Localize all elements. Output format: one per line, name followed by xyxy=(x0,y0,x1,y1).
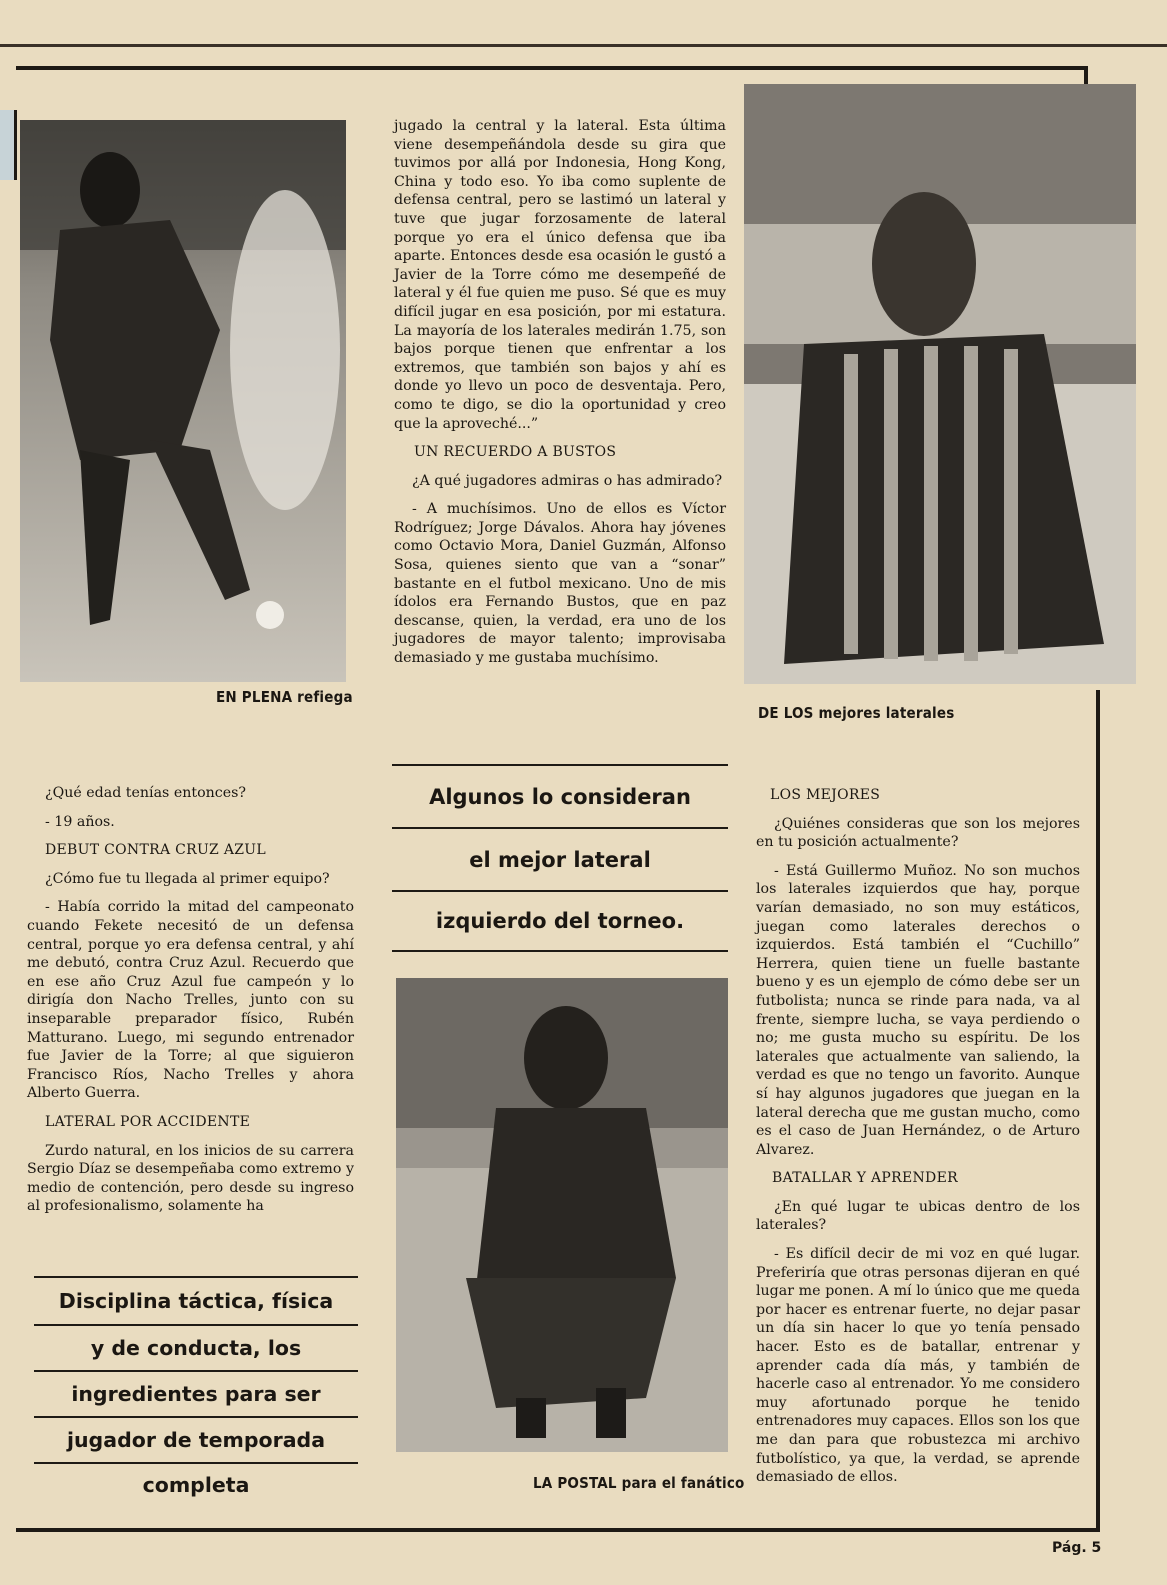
article-column-left xyxy=(27,784,354,1226)
pull-quote-left xyxy=(34,1276,358,1506)
photo-player-crouching xyxy=(396,978,728,1452)
article-column-right xyxy=(756,780,1080,1497)
page-number: Pág. 5 xyxy=(1052,1540,1102,1556)
answer: - Había corrido la mitad del campeonato cuando Fekete necesitó de un defensa central, porque yo era defensa central, y ahí me debutó, contra Cruz Azul. Recuerdo que en ese año Cruz Azul fue campeón y lo dirigía don Nacho Trelles, junto con su inseparable preparador físico, Rubén Matturano. Luego, mi segundo entrenador fue Javier de la Torre; al que siguieron Francisco Ríos, Nacho Trelles y ahora Alberto Guerra. xyxy=(27,899,354,1102)
question: ¿Qué edad tenías entonces? xyxy=(45,785,246,801)
section-heading: DEBUT CONTRA CRUZ AZUL xyxy=(45,842,266,859)
answer: - 19 años. xyxy=(45,813,115,830)
pull-quote-line: y de conducta, los xyxy=(34,1326,358,1372)
question: ¿En qué lugar te ubicas dentro de los laterales? xyxy=(756,1198,1080,1234)
pull-quote-line: completa xyxy=(142,1473,250,1497)
caption-right-photo: DE LOS mejores laterales xyxy=(758,704,955,722)
pull-quote-center xyxy=(392,764,728,952)
section-heading: LATERAL POR ACCIDENTE xyxy=(45,1113,251,1130)
pull-quote-line: izquierdo del torneo. xyxy=(392,892,728,952)
frame-right-rule-lower xyxy=(1096,690,1100,1530)
section-heading: BATALLAR Y APRENDER xyxy=(772,1170,958,1187)
question: ¿Quiénes consideras que son los mejores en tu posición actualmente? xyxy=(756,815,1080,851)
pull-quote-line: el mejor lateral xyxy=(392,829,728,892)
caption-left-photo: EN PLENA refiega xyxy=(216,688,353,706)
photo-player-in-action xyxy=(20,120,346,682)
question: ¿Cómo fue tu llegada al primer equipo? xyxy=(45,870,330,887)
frame-top-rule xyxy=(16,66,1088,70)
question: ¿A qué jugadores admiras o has admirado? xyxy=(412,472,723,489)
paragraph: jugado la central y la lateral. Esta última viene desempeñándola desde su gira que tuvimos por allá por Indonesia, Hong Kong, China y todo eso. Yo iba como suplente de defensa central, pero se lastimó un lateral y tuve que jugar forzosamente de lateral porque yo era el único defensa que iba aparte. Entonces desde esa ocasión le gustó a Javier de la Torre cómo me desempeñé de lateral y él fue quien me puso. Sé que es muy difícil jugar en esa posición, por mi estatura. La mayoría de los laterales medirán 1.75, son bajos porque tienen que enfrentar a los extremos, que también son bajos y ahí es donde yo llevo un poco de desventaja. Pero, como te digo, se dio la oportunidad y creo que la aproveché...” xyxy=(394,118,726,432)
paragraph: Zurdo natural, en los inicios de su carrera Sergio Díaz se desempeñaba como extremo y medio de contención, pero desde su ingreso al profesionalismo, solamente ha xyxy=(27,1142,354,1215)
section-heading: LOS MEJORES xyxy=(770,787,881,803)
left-edge-tab xyxy=(0,110,17,180)
frame-bottom-rule xyxy=(16,1528,1100,1532)
article-column-middle-top xyxy=(394,117,726,678)
top-rule xyxy=(0,44,1167,47)
answer: - A muchísimos. Uno de ellos es Víctor Rodríguez; Jorge Dávalos. Ahora hay jóvenes como Octavio Mora, Daniel Guzmán, Alfonso Sosa, quienes siento que van a “sonar” bastante en el futbol mexicano. Uno de mis ídolos era Fernando Bustos, que en paz descanse, quien, la verdad, era uno de los jugadores de mayor talento; improvisaba demasiado y me gustaba muchísimo. xyxy=(394,501,726,667)
caption-center-photo: LA POSTAL para el fanático xyxy=(533,1474,745,1492)
answer: - Es difícil decir de mi voz en qué lugar. Preferiría que otras personas dijeran en qué lugar me ponen. A mí lo único que me queda por hacer es entrenar fuerte, no dejar pasar un día sin hacer lo que yo tenía pensado hacer. Esto es de batallar, entrenar y aprender cada día más, y también de hacerle caso al entrenador. Yo me considero muy afortunado porque he tenido entrenadores muy capaces. Ellos son los que me dan para que robustezca mi archivo futbolístico, ya que, la verdad, se aprende demasiado de ellos. xyxy=(756,1246,1080,1486)
pull-quote-line: Disciplina táctica, física xyxy=(34,1278,358,1326)
photo-player-portrait xyxy=(744,84,1136,684)
section-heading: UN RECUERDO A BUSTOS xyxy=(414,444,617,461)
pull-quote-line: jugador de temporada xyxy=(34,1418,358,1464)
pull-quote-line: Algunos lo consideran xyxy=(392,766,728,829)
answer: - Está Guillermo Muñoz. No son muchos los laterales izquierdos que hay, porque varían demasiado, no son muy estáticos, juegan como laterales derechos o izquierdos. Está también el “Cuchillo” Herrera, quien tiene un fuelle bastante bueno y es un ejemplo de cómo debe ser un futbolista; nunca se rinde para nada, va al frente, siempre lucha, se vaya perdiendo o no; me gusta mucho su espíritu. De los laterales que actualmente van saliendo, la verdad es que no tengo un favorito. Aunque sí hay algunos jugadores que juegan en la lateral derecha que me gustan mucho, como es el caso de Juan Hernández, o de Arturo Alvarez. xyxy=(756,862,1080,1158)
pull-quote-line: ingredientes para ser xyxy=(34,1372,358,1418)
